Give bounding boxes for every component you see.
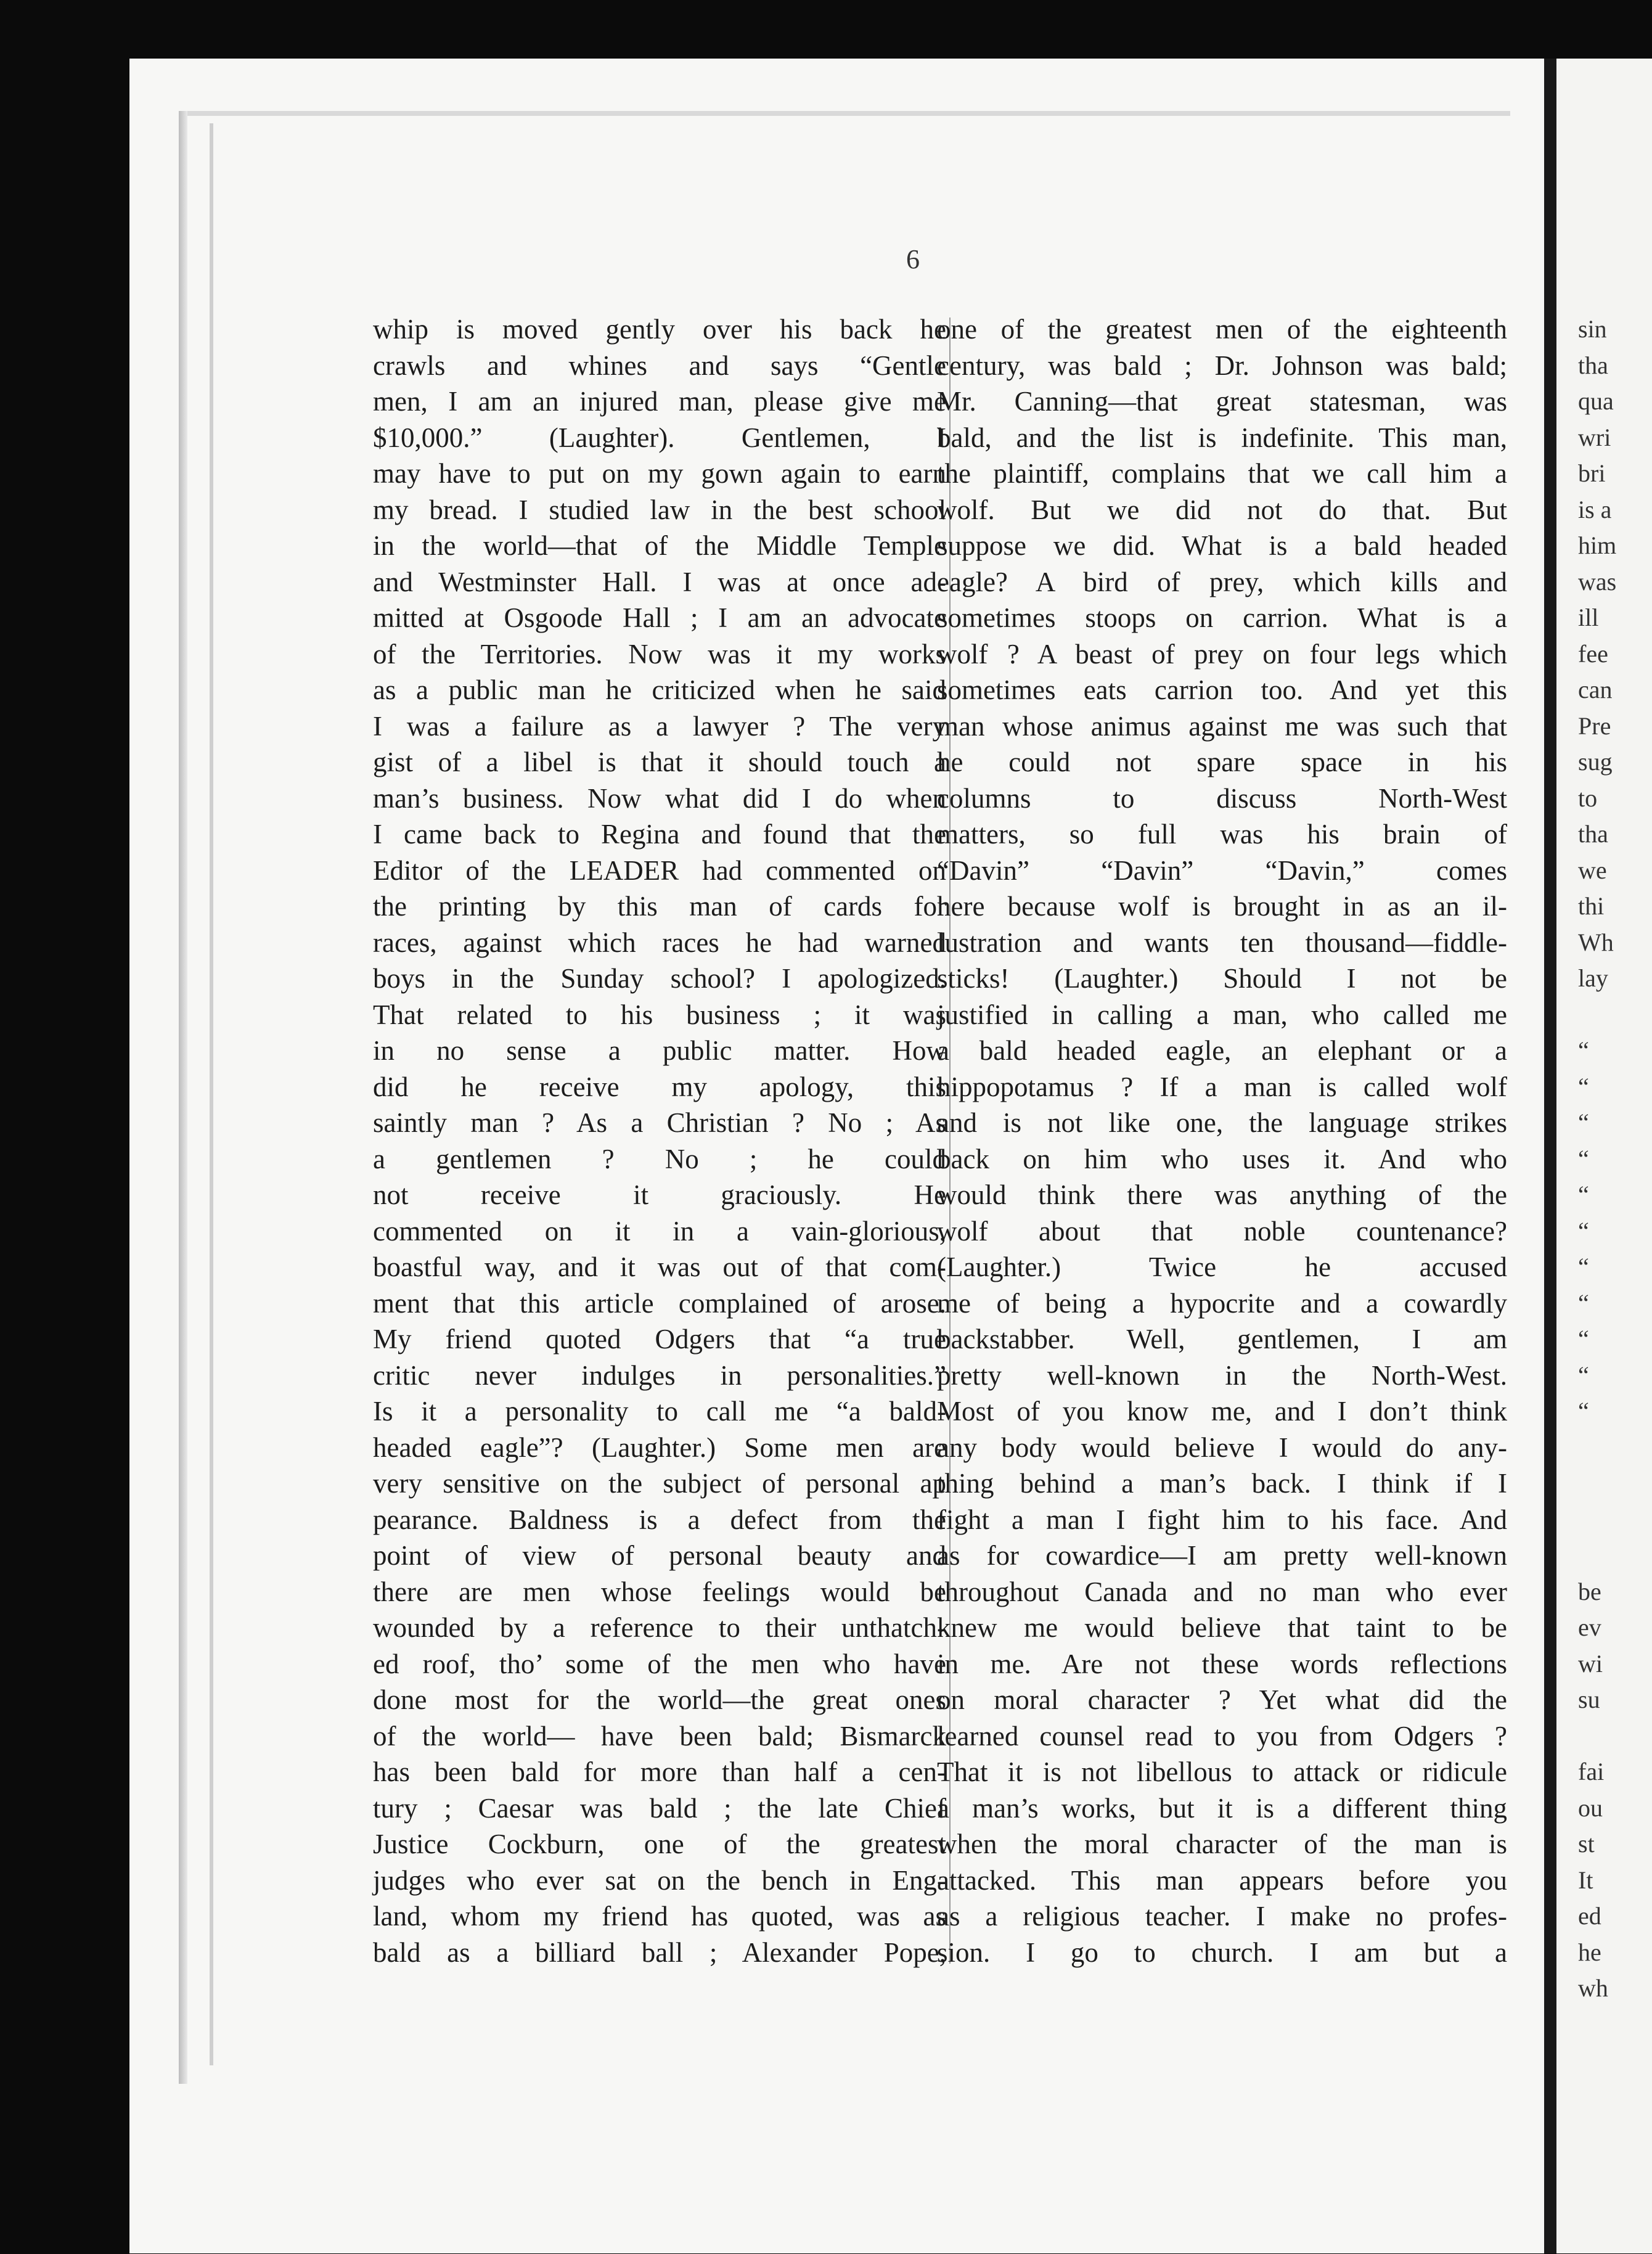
fragment-line: wi [1578, 1649, 1603, 1678]
text-line: may have to put on my gown again to earn [373, 458, 946, 489]
text-line: pearance. Baldness is a defect from the [373, 1504, 946, 1535]
text-line: and Westminster Hall. I was at once ad- [373, 566, 946, 597]
fragment-line: tha [1578, 820, 1608, 848]
text-line: Editor of the LEADER had commented on [373, 854, 946, 886]
fragment-line: “ [1578, 1109, 1589, 1136]
text-line: here because wolf is brought in as an il- [937, 891, 1507, 922]
fragment-line: fee [1578, 639, 1608, 668]
text-line: I came back to Regina and found that the [373, 819, 946, 850]
fragment-line: lay [1578, 964, 1608, 992]
text-line: That related to his business ; it was [373, 999, 946, 1030]
text-line: ed roof, tho’ some of the men who have [373, 1648, 946, 1679]
text-line: wolf ? A beast of prey on four legs which [937, 638, 1507, 670]
text-line: did he receive my apology, this [373, 1071, 946, 1102]
text-line: races, against which races he had warned [373, 927, 946, 958]
text-line: and is not like one, the language strikes [937, 1107, 1507, 1138]
fragment-line: su [1578, 1686, 1600, 1713]
fragment-line: wh [1578, 1974, 1608, 2002]
text-line: bald, and the list is indefinite. This man, [937, 422, 1507, 453]
fragment-line: to [1578, 784, 1598, 812]
fragment-line [1578, 1465, 1652, 1502]
fragment-line: we [1578, 856, 1607, 884]
text-line: the printing by this man of cards for [373, 891, 946, 922]
page-edge-left [179, 111, 187, 2084]
text-line: fight a man I fight him to his face. And [937, 1504, 1507, 1535]
fragment-line: “ [1578, 1072, 1589, 1100]
fragment-line [1578, 1502, 1652, 1538]
text-line: would think there was anything of the [937, 1179, 1507, 1210]
page-number: 6 [906, 244, 920, 274]
text-line: century, was bald ; Dr. Johnson was bald; [937, 350, 1507, 381]
text-line: me of being a hypocrite and a cowardly [937, 1287, 1507, 1319]
right-column [937, 311, 1507, 1970]
page-edge-top [185, 111, 1510, 116]
fragment-line: “ [1578, 1325, 1589, 1353]
text-line: justified in calling a man, who called me [937, 999, 1507, 1030]
fragment-line: “ [1578, 1216, 1589, 1245]
text-line: Is it a personality to call me “a bald- [373, 1396, 946, 1427]
text-line: $10,000.” (Laughter). Gentlemen, I [373, 422, 946, 453]
fragment-line [1578, 1538, 1652, 1574]
text-line: a bald headed eagle, an elephant or a [937, 1035, 1507, 1066]
next-page-fragments [1578, 311, 1652, 2007]
page-gutter-shadow [1544, 59, 1558, 2253]
fragment-line: he [1578, 1938, 1601, 1966]
text-line: a gentlemen ? No ; he could [373, 1143, 946, 1174]
fragment-line: “ [1578, 1361, 1589, 1389]
text-line: My friend quoted Odgers that “a true [373, 1324, 946, 1354]
fragment-line: tha [1578, 351, 1608, 379]
fragment-line: thi [1578, 892, 1605, 920]
text-line: there are men whose feelings would be [373, 1576, 946, 1607]
fragment-line [1578, 1718, 1652, 1755]
fragment-line [1578, 1430, 1652, 1466]
text-line: commented on it in a vain-glorious, [373, 1215, 946, 1247]
text-line: knew me would believe that taint to be [937, 1612, 1507, 1643]
fragment-line: “ [1578, 1289, 1589, 1317]
text-line: throughout Canada and no man who ever [937, 1576, 1507, 1607]
text-line: (Laughter.) Twice he accused [937, 1252, 1507, 1282]
text-line: hippopotamus ? If a man is called wolf [937, 1071, 1507, 1102]
text-line: men, I am an injured man, please give me [373, 386, 946, 417]
text-line: wolf about that noble countenance? [937, 1215, 1507, 1247]
text-line: he could not spare space in his [937, 747, 1507, 777]
text-line: one of the greatest men of the eighteenth [937, 314, 1507, 345]
fragment-line: be [1578, 1577, 1601, 1605]
text-line: learned counsel read to you from Odgers ? [937, 1720, 1507, 1752]
text-line: the plaintiff, complains that we call him a [937, 458, 1507, 489]
text-line: sion. I go to church. I am but a [937, 1936, 1507, 1968]
text-line: attacked. This man appears before you [937, 1864, 1507, 1896]
text-line: thing behind a man’s back. I think if I [937, 1468, 1507, 1499]
text-line: Mr. Canning—that great statesman, was [937, 386, 1507, 417]
text-line: Most of you know me, and I don’t think [937, 1396, 1507, 1427]
text-line: gist of a libel is that it should touch a [373, 747, 946, 777]
text-line: has been bald for more than half a cen- [373, 1756, 946, 1787]
text-line: ment that this article complained of arose. [373, 1287, 946, 1319]
text-line: my bread. I studied law in the best school [373, 494, 946, 525]
fragment-line: qua [1578, 387, 1614, 415]
text-line: wolf. But we did not do that. But [937, 494, 1507, 525]
fragment-line: It [1578, 1866, 1593, 1894]
text-line: as a public man he criticized when he said [373, 674, 946, 705]
text-line: wounded by a reference to their unthatch- [373, 1612, 946, 1643]
text-line: lustration and wants ten thousand—fiddle- [937, 927, 1507, 958]
text-line: man whose animus against me was such that [937, 710, 1507, 742]
fragment-line: “ [1578, 1036, 1589, 1064]
fragment-line: ev [1578, 1613, 1601, 1641]
left-column [373, 311, 946, 1970]
text-line: “Davin” “Davin” “Davin,” comes [937, 854, 1507, 886]
fragment-line: Pre [1578, 711, 1611, 740]
text-line: done most for the world—the great ones [373, 1684, 946, 1715]
text-line: whip is moved gently over his back he [373, 314, 946, 345]
text-line: on moral character ? Yet what did the [937, 1684, 1507, 1715]
text-line: matters, so full was his brain of [937, 819, 1507, 850]
fragment-line: can [1578, 676, 1613, 703]
fragment-line: Wh [1578, 928, 1614, 956]
text-line: suppose we did. What is a bald headed [937, 530, 1507, 561]
fragment-line: ill [1578, 604, 1599, 631]
text-line: as for cowardice—I am pretty well-known [937, 1540, 1507, 1571]
text-line: in me. Are not these words reflections [937, 1648, 1507, 1679]
fragment-line [1578, 997, 1652, 1033]
text-line: land, whom my friend has quoted, was as [373, 1901, 946, 1932]
fragment-line: sug [1578, 748, 1613, 776]
text-line: in the world—that of the Middle Temple [373, 530, 946, 561]
fragment-line: sin [1578, 315, 1607, 343]
text-line: boys in the Sunday school? I apologized. [373, 963, 946, 994]
text-line: point of view of personal beauty and [373, 1540, 946, 1571]
text-line: tury ; Caesar was bald ; the late Chief [373, 1792, 946, 1824]
fragment-line: was [1578, 567, 1617, 596]
text-line: eagle? A bird of prey, which kills and [937, 566, 1507, 597]
text-line: as a religious teacher. I make no profes- [937, 1901, 1507, 1932]
text-line: That it is not libellous to attack or ridicule [937, 1756, 1507, 1787]
fragment-line: bri [1578, 459, 1606, 487]
page-edge-inner [210, 123, 213, 2065]
text-line: any body would believe I would do any- [937, 1432, 1507, 1463]
text-line: I was a failure as a lawyer ? The very [373, 710, 946, 742]
text-line: boastful way, and it was out of that com- [373, 1252, 946, 1282]
text-line: pretty well-known in the North-West. [937, 1359, 1507, 1391]
text-line: sticks! (Laughter.) Should I not be [937, 963, 1507, 994]
text-line: man’s business. Now what did I do when [373, 782, 946, 814]
text-line: crawls and whines and says “Gentle [373, 350, 946, 381]
text-line: backstabber. Well, gentlemen, I am [937, 1324, 1507, 1354]
text-line: headed eagle”? (Laughter.) Some men are [373, 1432, 946, 1463]
text-line: very sensitive on the subject of personal ap [373, 1468, 946, 1499]
fragment-line: ou [1578, 1793, 1603, 1822]
text-line: critic never indulges in personalities.” [373, 1359, 946, 1391]
text-line: sometimes eats carrion too. And yet this [937, 674, 1507, 705]
text-line: columns to discuss North-West [937, 782, 1507, 814]
fragment-line: ed [1578, 1902, 1601, 1930]
fragment-line: “ [1578, 1144, 1589, 1173]
fragment-line: fai [1578, 1758, 1605, 1785]
fragment-line: is a [1578, 495, 1612, 523]
text-line: judges who ever sat on the bench in Eng- [373, 1864, 946, 1896]
text-line: back on him who uses it. And who [937, 1143, 1507, 1174]
text-line: of the world— have been bald; Bismarck [373, 1720, 946, 1752]
fragment-line: “ [1578, 1181, 1589, 1208]
text-line: sometimes stoops on carrion. What is a [937, 602, 1507, 633]
fragment-line: st [1578, 1830, 1595, 1858]
text-line: a man’s works, but it is a different thing [937, 1792, 1507, 1824]
text-line: mitted at Osgoode Hall ; I am an advocate [373, 602, 946, 633]
text-line: Justice Cockburn, one of the greatest [373, 1829, 946, 1859]
text-line: bald as a billiard ball ; Alexander Pope, [373, 1936, 946, 1968]
text-line: saintly man ? As a Christian ? No ; As [373, 1107, 946, 1138]
text-line: not receive it graciously. He [373, 1179, 946, 1210]
fragment-line: him [1578, 531, 1617, 559]
fragment-line: wri [1578, 423, 1611, 451]
fragment-line: “ [1578, 1397, 1589, 1425]
text-line: when the moral character of the man is [937, 1829, 1507, 1859]
text-line: of the Territories. Now was it my works [373, 638, 946, 670]
fragment-line: “ [1578, 1253, 1589, 1281]
text-line: in no sense a public matter. How [373, 1035, 946, 1066]
